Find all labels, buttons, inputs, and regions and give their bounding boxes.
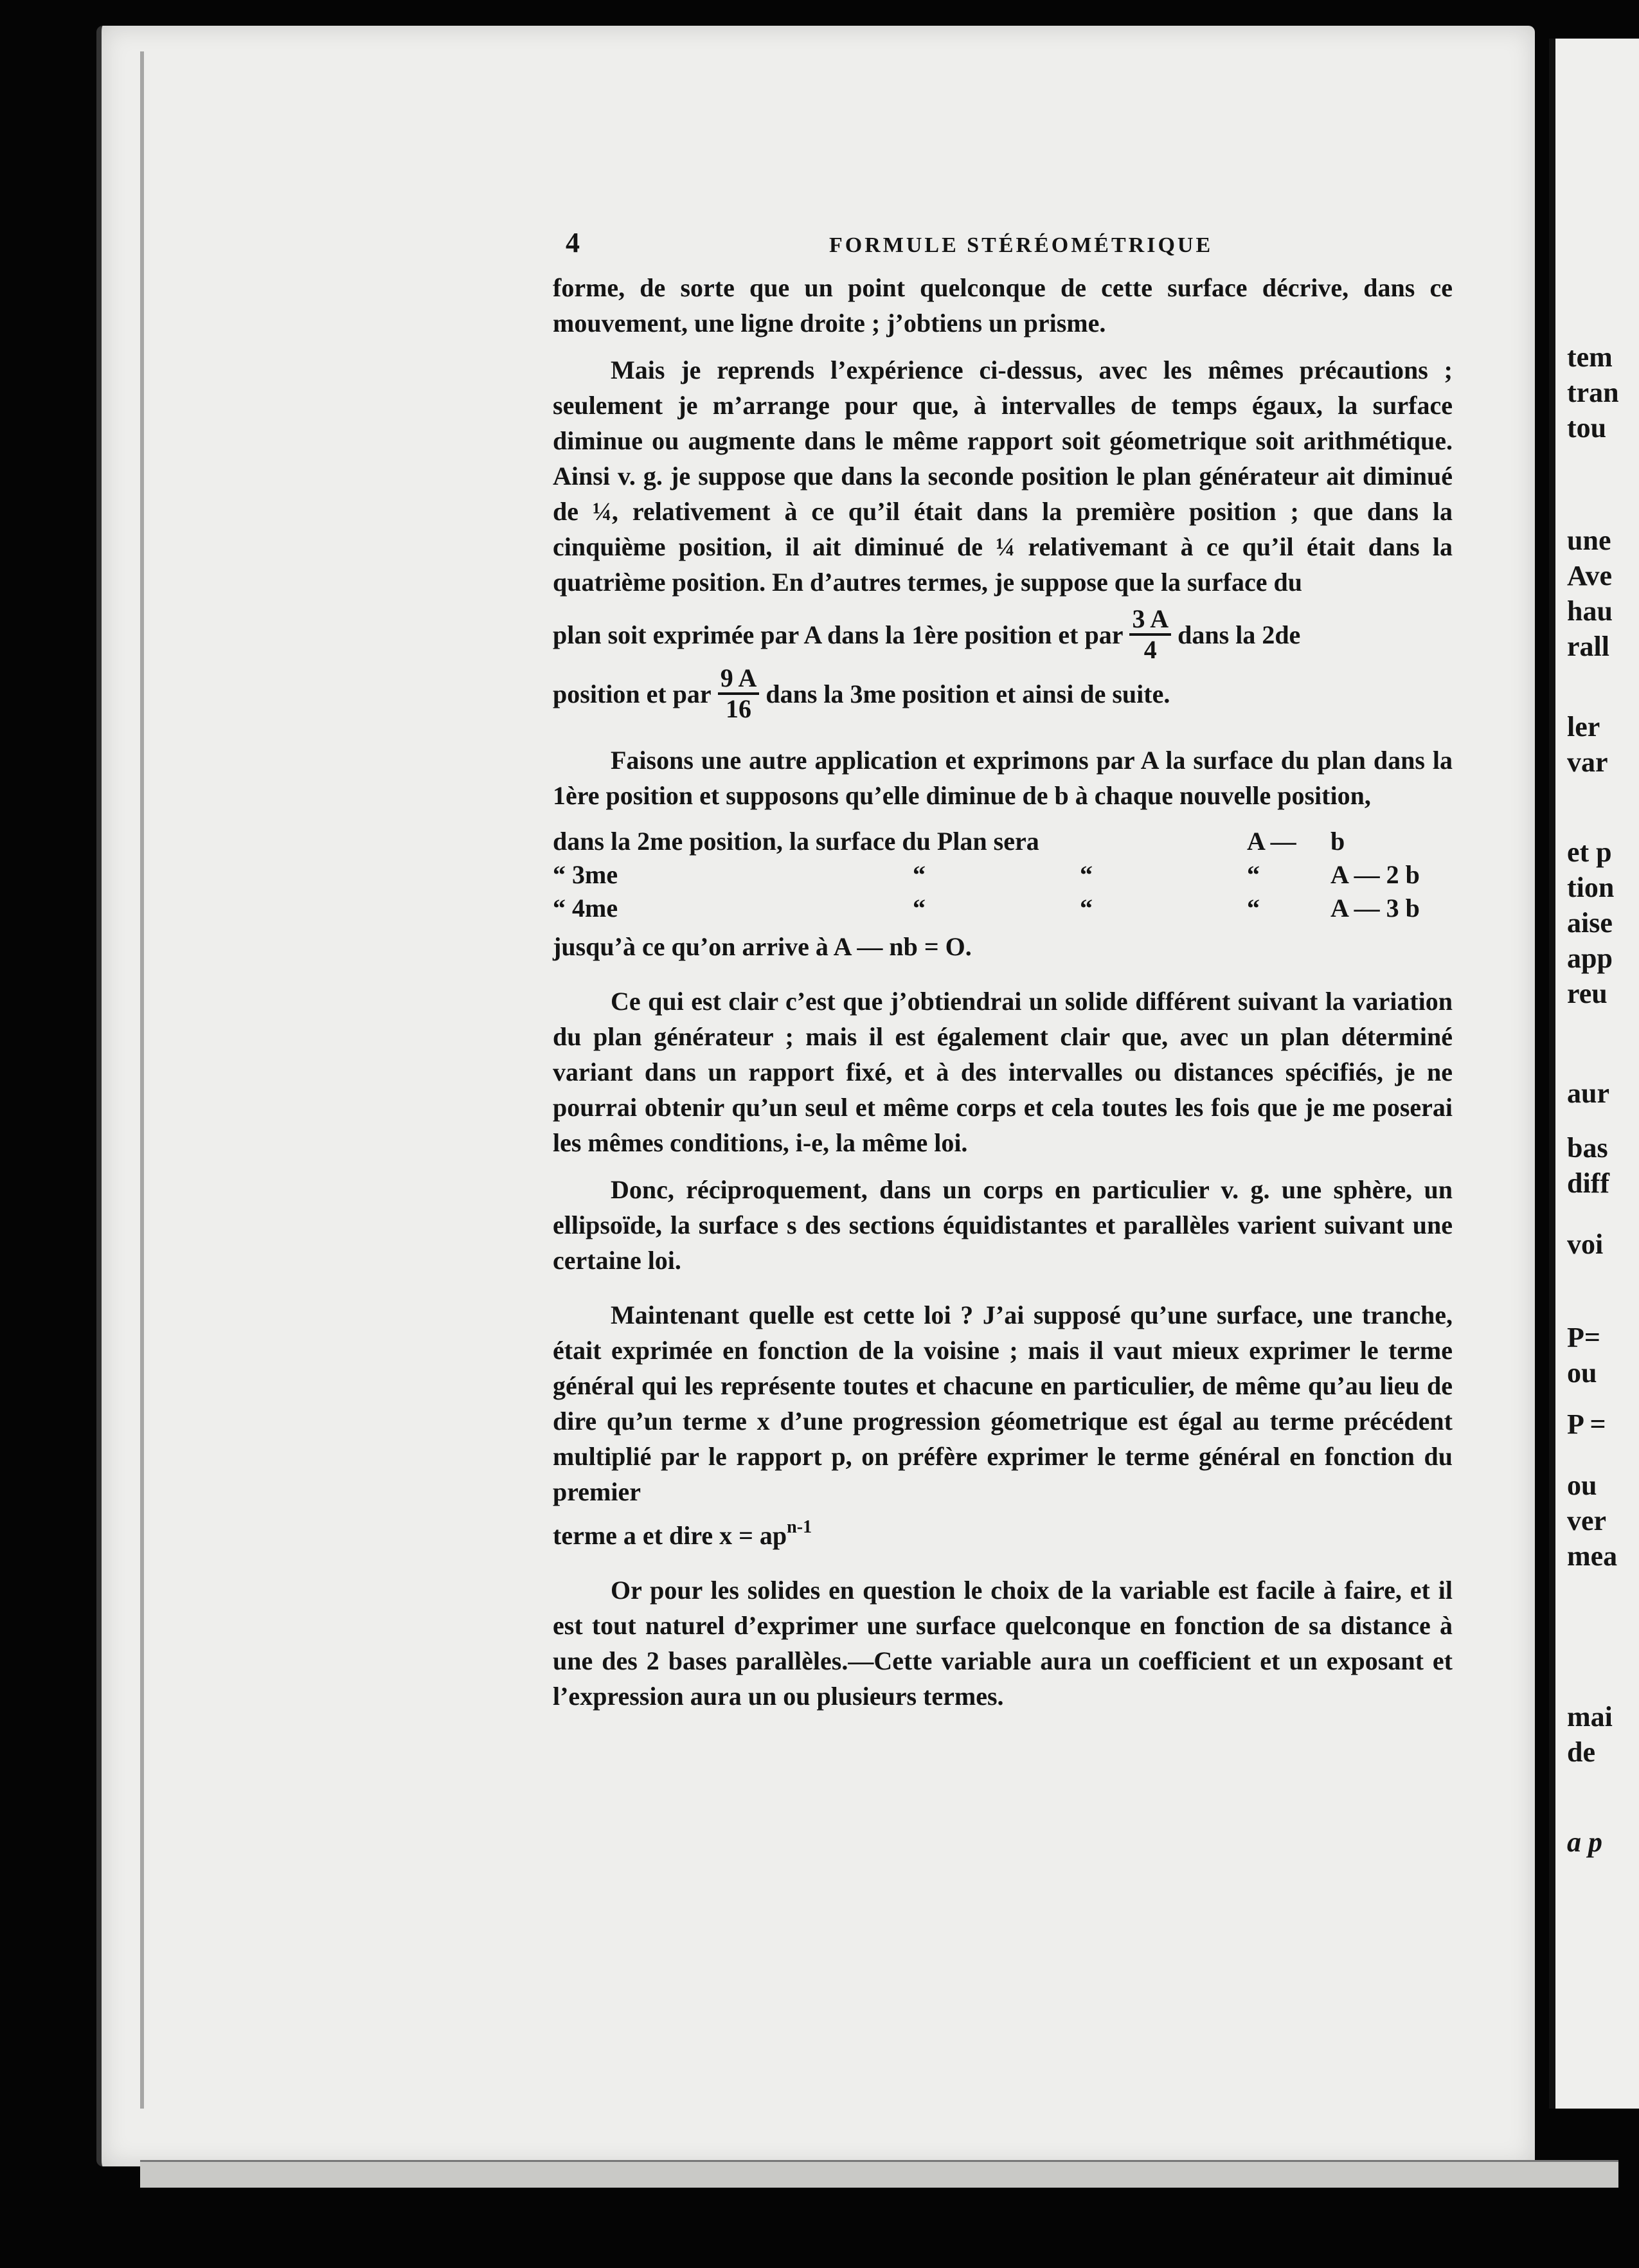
sequence-cell: A — 2 b [1330,860,1420,889]
paragraph: jusqu’à ce qu’on arrive à A — nb = O. [553,932,972,961]
facing-text: mea [1567,1540,1618,1572]
facing-text: Ave [1567,560,1613,591]
formula-text: position et par [553,679,712,708]
formula-text: dans la 2de [1178,620,1301,649]
fraction-denominator: 4 [1143,635,1157,664]
sequence-cell: “ [913,860,926,889]
page-bottom-fold [140,2160,1618,2188]
sequence-cell: A — 3 b [1330,894,1420,923]
sequence-cell: “ [1080,860,1093,889]
sequence-cell: “ [913,894,926,923]
facing-text: ou [1567,1357,1597,1389]
facing-text: aise [1567,907,1613,939]
exponent: n-1 [787,1517,812,1537]
sequence-cell: “ [1247,860,1260,889]
facing-text: une [1567,525,1611,556]
facing-text: rall [1567,631,1609,662]
fraction [718,664,760,723]
facing-page-fragment [1549,39,1639,2109]
facing-text: tou [1567,412,1607,444]
facing-text: P= [1567,1322,1600,1353]
facing-text: tem [1567,341,1613,373]
sequence-table [553,825,1453,925]
sequence-cell: b [1330,827,1345,856]
facing-text: de [1567,1736,1595,1768]
facing-text: a p [1567,1826,1602,1858]
facing-text: tion [1567,872,1615,903]
page-binding-edge [140,51,144,2109]
paragraph: Ce qui est clair c’est que j’obtiendrai un solide différent suivant la variation du plan générateur ; mais il est également clair que, avec un plan déterminé variant dans un rapport fixé, et à des intervalles ou distances spécifiés, je ne pourrai obtenir qu’un seul et même corps et cela toutes les fois que je me poserai les mêmes conditions, i-e, la même loi. [553,987,1453,1157]
fraction [1129,605,1171,664]
facing-text: P = [1567,1408,1606,1440]
facing-text: et p [1567,836,1612,868]
running-title: FORMULE STÉRÉOMÉTRIQUE [829,233,1214,257]
formula-text: plan soit exprimée par A dans la 1ère position et par [553,620,1124,649]
fraction-numerator: 3 A [1129,605,1171,636]
sequence-cell: “ 4me [553,894,618,923]
facing-text: bas [1567,1132,1608,1164]
facing-text: reu [1567,978,1608,1009]
formula-line [553,664,1453,723]
paragraph: Maintenant quelle est cette loi ? J’ai supposé qu’une surface, une tranche, était exprimée en fonction de la voisine ; mais il vaut mieux exprimer le terme général qui les représente toutes et chacune en particulier, de même qu’au lieu de dire qu’un terme x d’une progression géometrique est égal au terme précédent multiplié par le rapport p, on préfère exprimer le terme général en fonction du premier [553,1300,1453,1506]
sequence-cell: “ 3me [553,860,618,889]
facing-text: ver [1567,1505,1607,1536]
facing-text: diff [1567,1167,1609,1199]
facing-text: tran [1567,377,1619,408]
paragraph: Or pour les solides en question le choix de la variable est facile à faire, et il est tout naturel d’exprimer une surface quelconque en fonction de sa distance à une des 2 bases parallèles.—Cette variable aura un coefficient et un exposant et l’expression aura un ou plusieurs termes. [553,1576,1453,1711]
fraction-numerator: 9 A [718,664,760,695]
page-text-block [553,225,1453,1725]
facing-text: ler [1567,711,1600,742]
facing-text: aur [1567,1077,1609,1109]
facing-text: voi [1567,1228,1604,1260]
formula-line [553,605,1453,664]
formula-text: dans la 3me position et ainsi de suite. [766,679,1170,708]
fraction-denominator: 16 [726,694,752,723]
facing-text: ou [1567,1470,1597,1501]
paragraph: Mais je reprends l’expérience ci-dessus, avec les mêmes précautions ; seulement je m’arrange pour que, à intervalles de temps égaux, la surface diminue ou augmente dans le même rapport soit géometrique soit arithmétique. Ainsi v. g. je suppose que dans la seconde position le plan générateur ait diminué de ¼, relativement à ce qu’il était dans la première position ; que dans la cinquième position, il ait diminué de ¼ relativemant à ce qu’il était dans la quatrième position. En d’autres termes, je suppose que la surface du [553,356,1453,597]
paragraph: forme, de sorte que un point quelconque de cette surface décrive, dans ce mouvement, une ligne droite ; j’obtiens un prisme. [553,273,1453,338]
facing-text: var [1567,746,1608,778]
facing-text: mai [1567,1701,1613,1733]
page-header [553,225,1453,270]
paragraph: Donc, réciproquement, dans un corps en particulier v. g. une sphère, un ellipsoïde, la surface s des sections équidistantes et parallèles varient suivant une certaine loi. [553,1175,1453,1275]
facing-text: app [1567,942,1613,974]
formula-line [553,1509,1453,1553]
sequence-cell: “ [1080,894,1093,923]
facing-text: hau [1567,595,1613,627]
sequence-cell: “ [1247,894,1260,923]
paragraph: Faisons une autre application et exprimons par A la surface du plan dans la 1ère position et supposons qu’elle diminue de b à chaque nouvelle position, [553,746,1453,810]
sequence-cell: dans la 2me position, la surface du Plan sera [553,827,1039,856]
sequence-cell: A — [1247,827,1296,856]
page-number: 4 [566,227,580,258]
formula-text: terme a et dire x = ap [553,1521,787,1550]
